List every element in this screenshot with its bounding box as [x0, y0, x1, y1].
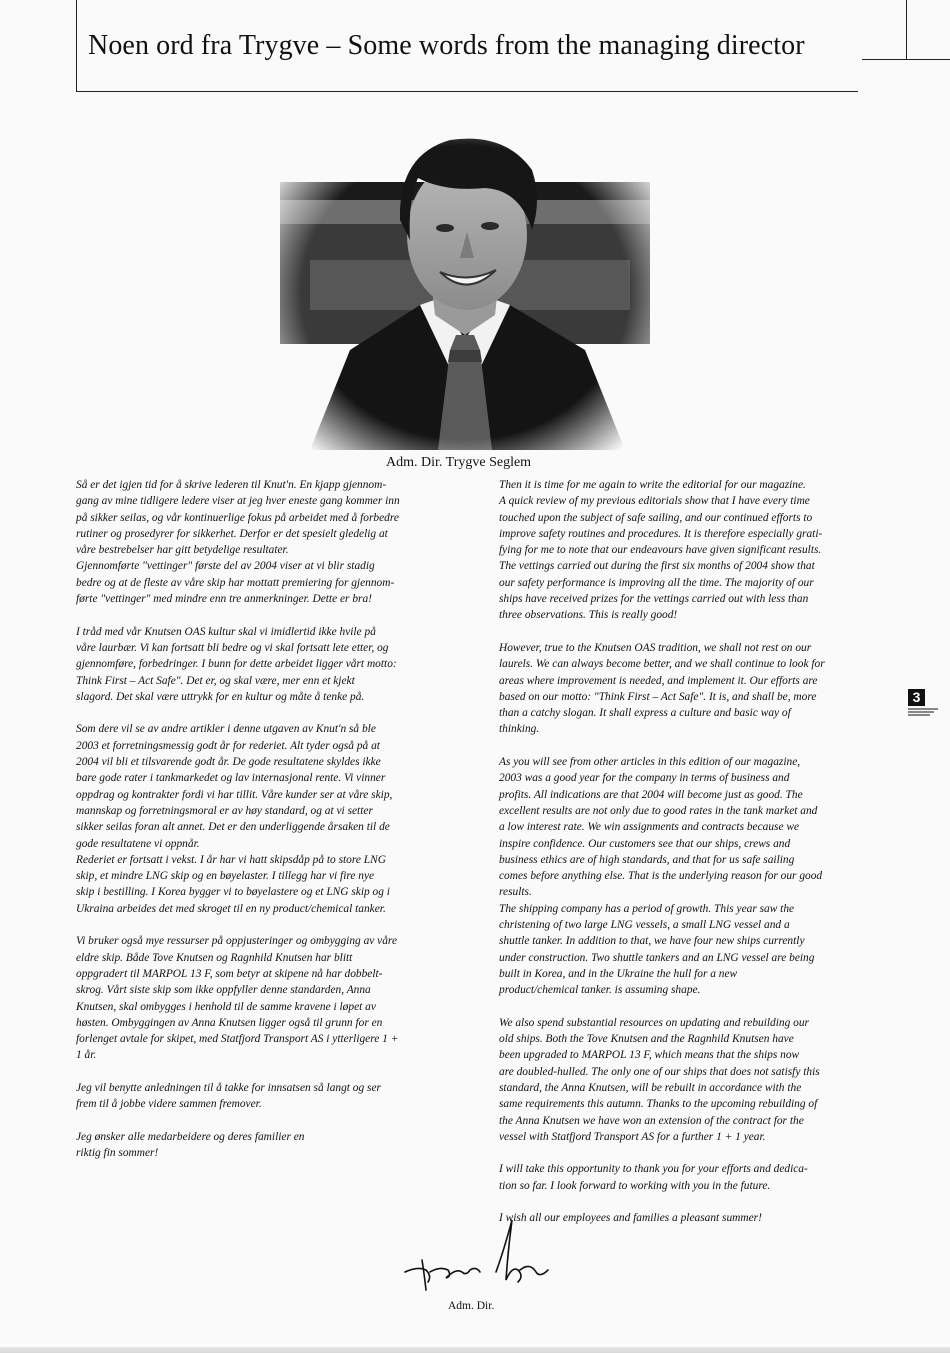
signature-label: Adm. Dir. [448, 1300, 495, 1312]
paragraph: Jeg ønsker alle medarbeidere og deres familier en riktig fin sommer! [76, 1130, 305, 1160]
page-marker-lines [908, 708, 938, 716]
frame-rule-left [76, 0, 77, 92]
paragraph: We also spend substantial resources on updating and rebuilding our old ships. Both the Tove Knutsen and the Ragnhild Knutsen have been upgraded to MARPOL 13 F, which means that the ships now are doubled-hulled. The only one of our ships that does not satisfy this standard, the Anna Knutsen, will be rebuilt in accordance with the same requirements this autumn. Thanks to the upcoming rebuilding of the Anna Knutsen we have won an extension of the contract for the vessel with Statfjord Transport AS for a further 1 + 1 year. [499, 1016, 820, 1143]
page-number: 3 [908, 689, 925, 706]
paragraph: I tråd med vår Knutsen OAS kultur skal vi imidlertid ikke hvile på våre laurbær. Vi kan fortsatt bli bedre og vi skal fortsatt lete etter, og gjennomføre, forbedringer. I bunn for dette arbeidet ligger vårt motto: Think First – Act Safe". Det er, og skal være, mer enn et kjekt slagord. Det skal være uttrykk for en kultur og måte å tenke på. [76, 625, 397, 703]
portrait-photo [270, 100, 660, 450]
frame-rule-tick [862, 59, 950, 60]
paragraph: Then it is time for me again to write the editorial for our magazine. A quick review of my previous editorials show that I have every time touched upon the subject of safe sailing, and our continued efforts to improve safety routines and procedures. It is therefore especially grati- fying for me to note that our endeavours have given significant results. The vettings carried out during the first six months of 2004 show that our safety performance is improving all the time. The majority of our ships have received prizes for the vettings carried out with less than three observations. This is really good! [499, 479, 823, 622]
header-underline [76, 91, 858, 92]
frame-rule-right [906, 0, 907, 60]
paragraph: Jeg vil benytte anledningen til å takke for innsatsen så langt og ser frem til å jobbe videre sammen fremover. [76, 1081, 381, 1111]
page-number-marker [904, 688, 938, 716]
paragraph: Vi bruker også mye ressurser på oppjusteringer og ombygging av våre eldre skip. Både Tove Knutsen og Ragnhild Knutsen har blitt oppgradert til MARPOL 13 F, som betyr at skipene nå har dobbelt- skrog. Vårt siste skip som ikke oppfyller denne standarden, Anna Knutsen, skal ombygges i henhold til de samme kravene i løpet av høsten. Ombyggingen av Anna Knutsen ligger også til grunn for en forlenget avtale for skipet, med Statfjord Transport AS i ytterligere 1 + 1 år. [76, 935, 399, 1062]
paragraph: Som dere vil se av andre artikler i denne utgaven av Knut'n så ble 2003 et forretningsmessig godt år for rederiet. Alt tyder også på at 2004 vil bli et tilsvarende godt år. De gode resultatene skyldes ikke bare gode rater i tankmarkedet og lav internasjonal rente. Vi vinner oppdrag og kontrakter fordi vi har tillit. Våre kunder ser at våre skip, mannskap og forretningsmoral er av høy standard, og at vi setter sikker seilas foran alt annet. Det er den underliggende årsaken til de gode resultatene vi oppnår. Rederiet er fortsatt i vekst. I år har vi hatt skipsdåp på to store LNG skip, et mindre LNG skip og en bøyelaster. I tillegg har vi fire nye skip i bestilling. I Korea bygger vi to bøyelastere og et LNG skip og i Ukraina arbeides det med skroget til en ny product/chemical tanker. [76, 723, 393, 915]
english-column [499, 477, 894, 1243]
paragraph: Så er det igjen tid for å skrive lederen til Knut'n. En kjapp gjennom- gang av mine tidligere ledere viser at jeg hver eneste gang kommer inn på sikker seilas, og vår kontinuerlige fokus på arbeidet med å forbedre rutiner og prosedyrer for sikkerhet. Derfor er det spesielt gledelig at våre bestrebelser har gitt betydelige resultater. Gjennomførte "vettinger" første del av 2004 viser at vi blir stadig bedre og at de fleste av våre skip har mottatt premiering for gjennom- førte "vettinger" med mindre enn tre anmerkninger. Dette er bra! [76, 479, 400, 606]
norwegian-column [76, 477, 481, 1178]
handwritten-signature [400, 1210, 560, 1300]
photo-caption: Adm. Dir. Trygve Seglem [386, 455, 532, 470]
paragraph: As you will see from other articles in this edition of our magazine, 2003 was a good year for the company in terms of business and profits. All indications are that 2004 will become just as good. The excellent results are not only due to good rates in the tank market and a low interest rate. We win assignments and contracts because we inspire confidence. Our customers see that our ships, crews and business ethics are of high standards, and that for us safe sailing comes before anything else. That is the underlying reason for our good results. The shipping company has a period of growth. This year saw the christening of two large LNG vessels, a small LNG vessel and a shuttle tanker. In addition to that, we have four new ships currently under construction. Two shuttle tankers and an LNG vessel are being built in Korea, and in the Ukraine the hull for a new product/chemical tanker. is assuming shape. [499, 756, 823, 997]
page-bottom-edge [0, 1347, 950, 1353]
paragraph: I wish all our employees and families a pleasant summer! [499, 1212, 762, 1225]
paragraph: I will take this opportunity to thank you for your efforts and dedica- tion so far. I look forward to working with you in the future. [499, 1163, 808, 1192]
page-title: Noen ord fra Trygve – Some words from the managing director [88, 30, 805, 61]
paragraph: However, true to the Knutsen OAS tradition, we shall not rest on our laurels. We can always become better, and we shall continue to look for areas where improvement is needed, and implement it. Our efforts are based on our motto: "Think First – Act Safe". It is, and shall be, more than a catchy slogan. It shall express a culture and basic way of thinking. [499, 641, 825, 736]
